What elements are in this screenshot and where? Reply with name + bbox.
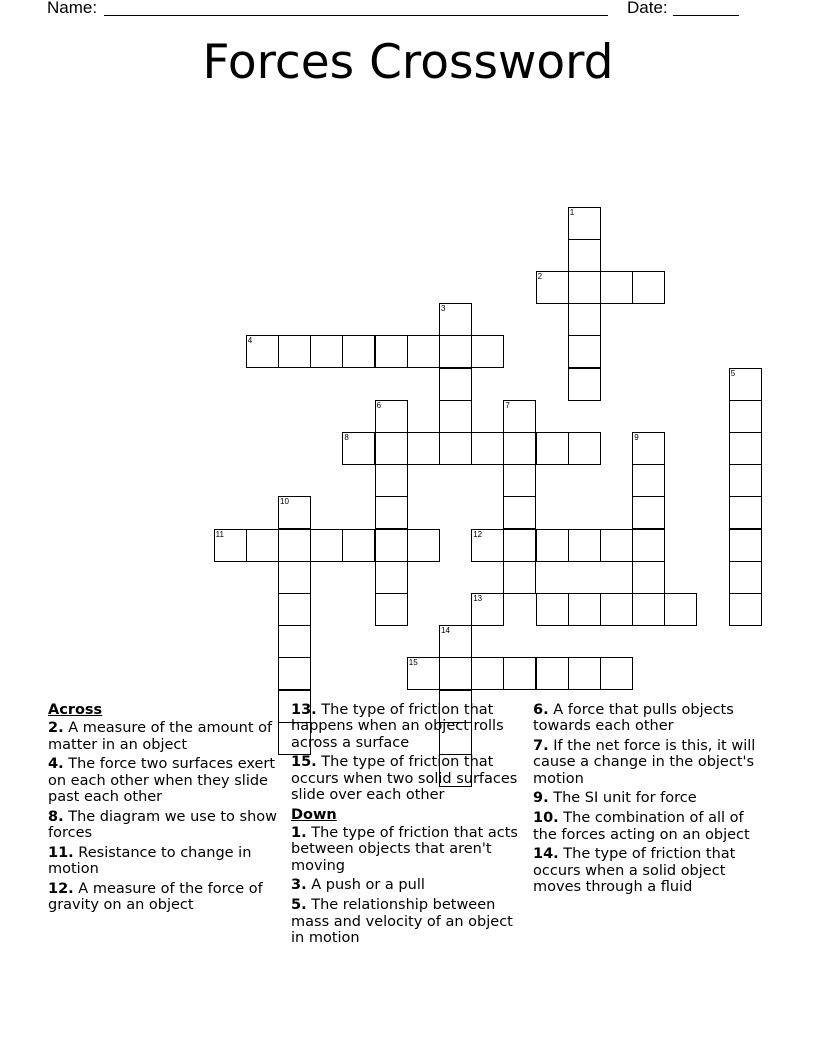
crossword-cell[interactable] [536, 529, 569, 562]
cell-number: 7 [505, 400, 510, 410]
clue-down-14: 14. The type of friction that occurs when a solid object moves through a fluid [533, 846, 736, 895]
crossword-cell[interactable] [471, 657, 504, 690]
cell-number: 11 [215, 529, 224, 539]
cell-number: 13 [473, 594, 483, 603]
crossword-cell[interactable] [568, 432, 601, 465]
crossword-cell[interactable] [632, 432, 665, 465]
crossword-cell[interactable] [375, 561, 408, 594]
clue-across-13: 13. The type of friction that happens when an object rolls across a surface [291, 702, 504, 751]
crossword-cell[interactable] [246, 335, 279, 368]
crossword-cell[interactable] [375, 496, 408, 529]
crossword-cell[interactable] [278, 593, 311, 626]
crossword-cell[interactable] [439, 400, 472, 433]
crossword-cell[interactable] [375, 529, 408, 562]
clue-down-10: 10. The combination of all of the forces acting on an object [533, 810, 750, 843]
crossword-cell[interactable] [278, 496, 311, 529]
crossword-cell[interactable] [439, 303, 472, 336]
crossword-cell[interactable] [503, 400, 536, 433]
cell-number: 1 [569, 207, 575, 217]
crossword-cell[interactable] [536, 271, 569, 304]
crossword-cell[interactable] [664, 593, 697, 626]
crossword-cell[interactable] [375, 464, 408, 497]
clue-down-7: 7. If the net force is this, it will cause a change in the object's motion [533, 738, 756, 787]
crossword-cell[interactable] [729, 561, 762, 594]
crossword-cell[interactable] [375, 432, 408, 465]
cell-number: 14 [441, 626, 450, 636]
crossword-cell[interactable] [278, 561, 311, 594]
crossword-cell[interactable] [503, 464, 536, 497]
crossword-cell[interactable] [375, 593, 408, 626]
cell-number: 12 [473, 529, 483, 539]
crossword-cell[interactable] [471, 529, 504, 562]
crossword-cell[interactable] [568, 271, 601, 304]
crossword-cell[interactable] [278, 529, 311, 562]
crossword-cell[interactable] [375, 400, 408, 433]
crossword-cell[interactable] [729, 593, 762, 626]
cell-number: 6 [376, 400, 382, 410]
crossword-cell[interactable] [536, 432, 569, 465]
crossword-cell[interactable] [503, 529, 536, 562]
crossword-cell[interactable] [471, 593, 504, 626]
crossword-cell[interactable] [729, 432, 762, 465]
crossword-cell[interactable] [729, 400, 762, 433]
down-heading: Down [291, 806, 337, 823]
crossword-cell[interactable] [503, 561, 536, 594]
cell-number: 3 [441, 304, 446, 314]
clue-down-1: 1. The type of friction that acts between objects that aren't moving [291, 825, 518, 874]
crossword-cell[interactable] [729, 496, 762, 529]
clue-across-2: 2. A measure of the amount of matter in an object [48, 720, 273, 753]
crossword-cell[interactable] [342, 335, 375, 368]
crossword-cell[interactable] [568, 593, 601, 626]
clues-column-1 [48, 702, 284, 917]
clue-down-9: 9. The SI unit for force [533, 790, 697, 807]
crossword-cell[interactable] [375, 335, 408, 368]
crossword-cell[interactable] [246, 529, 279, 562]
clue-across-8: 8. The diagram we use to show forces [48, 808, 278, 842]
crossword-cell[interactable] [407, 335, 440, 368]
crossword-cell[interactable] [729, 464, 762, 497]
crossword-cell[interactable] [632, 464, 665, 497]
clue-across-12: 12. A measure of the force of gravity on an object [48, 880, 263, 914]
crossword-cell[interactable] [278, 335, 311, 368]
cell-number: 9 [634, 433, 639, 442]
cell-number: 5 [730, 368, 736, 378]
name-label: Name: [47, 0, 98, 17]
date-label: Date: [627, 0, 668, 17]
crossword-cell[interactable] [600, 271, 633, 304]
crossword-cell[interactable] [439, 657, 472, 690]
crossword-cell[interactable] [600, 593, 633, 626]
cell-number: 10 [280, 497, 289, 507]
clue-down-6: 6. A force that pulls objects towards each other [533, 702, 734, 735]
clue-across-15: 15. The type of friction that occurs when two solid surfaces slide over each other [291, 754, 518, 803]
crossword-cell[interactable] [278, 625, 311, 658]
crossword-cell[interactable] [568, 335, 601, 368]
cell-number: 4 [247, 336, 253, 346]
crossword-cell[interactable] [729, 529, 762, 562]
crossword-cell[interactable] [568, 529, 601, 562]
name-blank-line[interactable] [104, 15, 608, 16]
crossword-cell[interactable] [600, 529, 633, 562]
crossword-cell[interactable] [568, 207, 601, 240]
crossword-cell[interactable] [632, 271, 665, 304]
crossword-cell[interactable] [536, 593, 569, 626]
crossword-cell[interactable] [342, 529, 375, 562]
crossword-cell[interactable] [407, 529, 440, 562]
crossword-cell[interactable] [632, 593, 665, 626]
across-heading: Across [48, 702, 103, 718]
clue-down-3: 3. A push or a pull [291, 877, 425, 894]
crossword-cell[interactable] [407, 432, 440, 465]
clues-column-3 [533, 702, 769, 899]
clue-across-11: 11. Resistance to change in motion [48, 844, 252, 878]
crossword-cell[interactable] [536, 657, 569, 690]
crossword-cell[interactable] [503, 432, 536, 465]
crossword-cell[interactable] [342, 432, 375, 465]
crossword-cell[interactable] [632, 496, 665, 529]
crossword-cell[interactable] [214, 529, 247, 562]
crossword-cell[interactable] [503, 657, 536, 690]
crossword-cell[interactable] [568, 368, 601, 401]
crossword-cell[interactable] [632, 561, 665, 594]
crossword-cell[interactable] [471, 432, 504, 465]
clue-across-4: 4. The force two surfaces exert on each other when they slide past each other [48, 756, 276, 805]
cell-number: 2 [537, 272, 543, 281]
crossword-cell[interactable] [600, 657, 633, 690]
crossword-cell[interactable] [439, 368, 472, 401]
crossword-cell[interactable] [278, 657, 311, 690]
crossword-cell[interactable] [568, 303, 601, 336]
crossword-cell[interactable] [471, 335, 504, 368]
crossword-cell[interactable] [439, 432, 472, 465]
crossword-cell[interactable] [568, 239, 601, 272]
cell-number: 8 [344, 433, 349, 442]
crossword-cell[interactable] [407, 657, 440, 690]
crossword-cell[interactable] [632, 529, 665, 562]
crossword-cell[interactable] [439, 625, 472, 658]
clue-down-5: 5. The relationship between mass and velocity of an object in motion [291, 897, 513, 946]
crossword-cell[interactable] [503, 496, 536, 529]
crossword-cell[interactable] [439, 335, 472, 368]
date-blank-line[interactable] [673, 15, 739, 16]
crossword-cell[interactable] [310, 529, 343, 562]
clues-column-2 [291, 702, 527, 950]
crossword-cell[interactable] [568, 657, 601, 690]
page-title: Forces Crossword [202, 35, 614, 90]
crossword-cell[interactable] [729, 368, 762, 401]
cell-number: 15 [408, 658, 418, 668]
crossword-cell[interactable] [310, 335, 343, 368]
